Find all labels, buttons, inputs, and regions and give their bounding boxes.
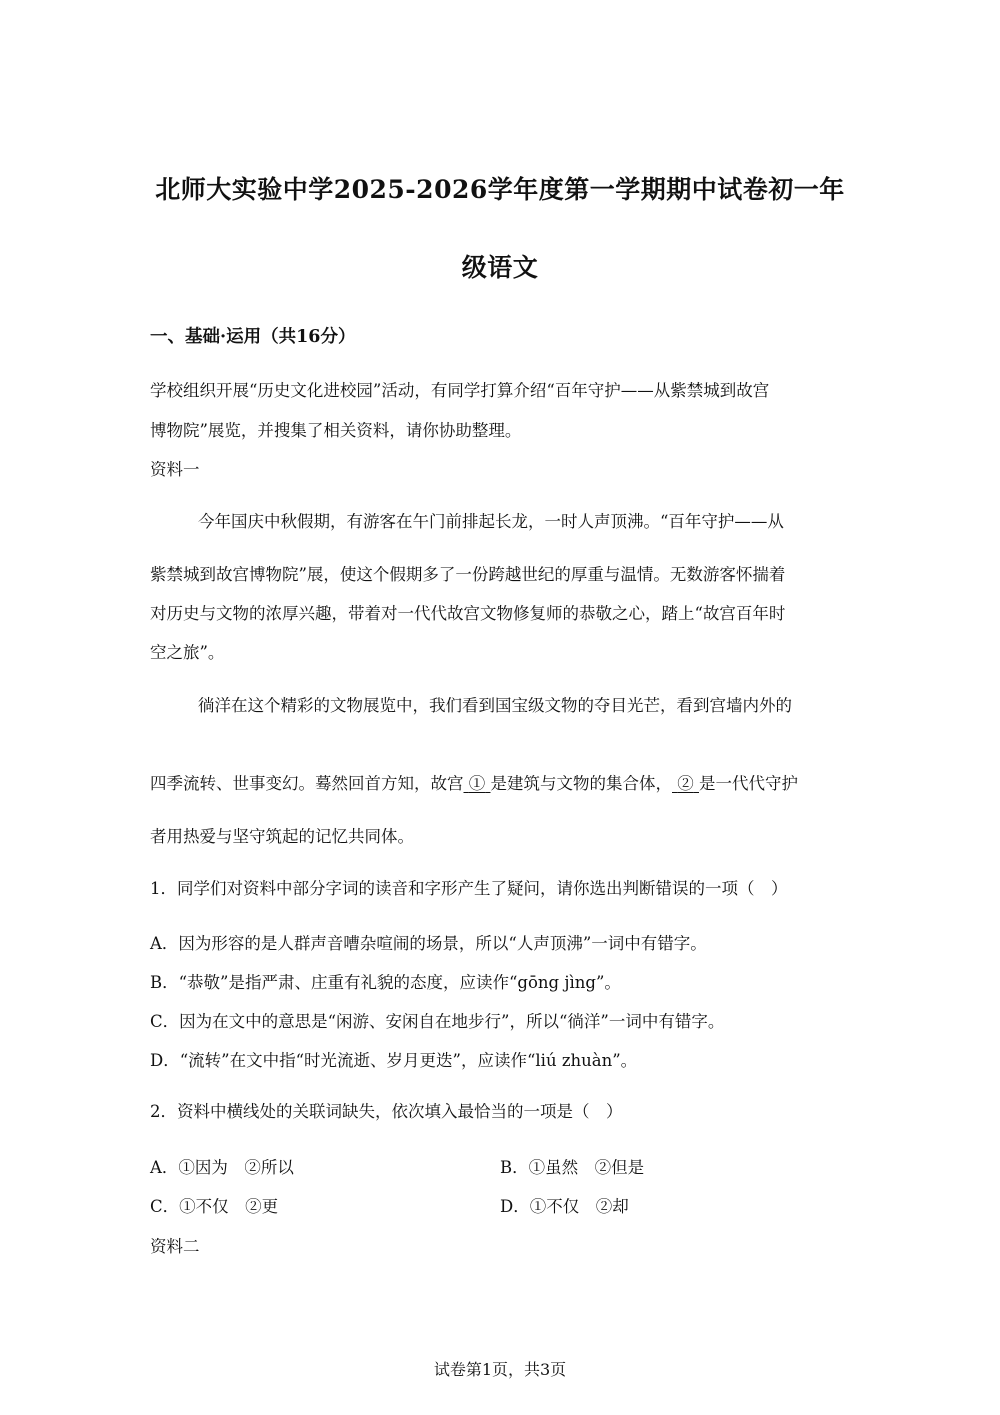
intro-line-2: 博物院”展览，并搜集了相关资料，请你协助整理。 [150, 421, 522, 440]
material1-paragraph2-line2 [150, 770, 798, 794]
blank-2 [672, 774, 699, 793]
question-2-option-c: C．①不仅 ②更 [150, 1197, 279, 1216]
paragraph2-text-a: 四季流转、世事变幻。蓦然回首方知，故宫 [150, 774, 464, 793]
question-2-stem: 2．资料中横线处的关联词缺失，依次填入最恰当的一项是（ ） [150, 1102, 623, 1121]
question-1-option-c: C．因为在文中的意思是“闲游、安闲自在地步行”，所以“徜洋”一词中有错字。 [150, 1012, 725, 1031]
material-label-2: 资料二 [150, 1237, 200, 1256]
material1-paragraph1-line2: 紫禁城到故宫博物院”展，使这个假期多了一份跨越世纪的厚重与温情。无数游客怀揣着 [150, 565, 786, 584]
question-2-option-a: A．①因为 ②所以 [150, 1158, 294, 1177]
blank-1-number: ① [468, 774, 486, 793]
blank-2-number: ② [677, 774, 694, 793]
blank-1 [464, 774, 491, 793]
material-label-1: 资料一 [150, 460, 200, 479]
section-heading: 一、基础·运用（共16分） [150, 327, 356, 347]
material1-paragraph2-line3: 者用热爱与坚守筑起的记忆共同体。 [150, 827, 414, 846]
material1-paragraph1-line1: 今年国庆中秋假期，有游客在午门前排起长龙，一时人声顶沸。“百年守护——从 [198, 512, 784, 531]
material1-paragraph2-line1: 徜洋在这个精彩的文物展览中，我们看到国宝级文物的夺目光芒，看到宫墙内外的 [198, 696, 792, 715]
question-1-option-d: D．“流转”在文中指“时光流逝、岁月更迭”，应读作“liú zhuàn”。 [150, 1051, 638, 1070]
paragraph2-text-b: 是建筑与文物的集合体， [490, 774, 672, 793]
question-1-option-b: B．“恭敬”是指严肃、庄重有礼貌的态度，应读作“gōng jìng”。 [150, 973, 621, 992]
question-1-option-a: A．因为形容的是人群声音嘈杂喧闹的场景，所以“人声顶沸”一词中有错字。 [150, 934, 707, 953]
page-footer: 试卷第1页，共3页 [433, 1360, 567, 1379]
page-title-line-2: 级语文 [461, 253, 539, 282]
material1-paragraph1-line4: 空之旅”。 [150, 643, 225, 662]
page-title-line-1: 北师大实验中学2025-2026学年度第一学期期中试卷初一年 [155, 175, 845, 204]
paragraph2-text-c: 是一代代守护 [699, 774, 798, 793]
intro-line-1: 学校组织开展“历史文化进校园”活动，有同学打算介绍“百年守护——从紫禁城到故宫 [150, 381, 770, 400]
question-1-stem: 1．同学们对资料中部分字词的读音和字形产生了疑问，请你选出判断错误的一项（ ） [150, 879, 788, 898]
question-2-option-d: D．①不仅 ②却 [500, 1197, 629, 1216]
material1-paragraph1-line3: 对历史与文物的浓厚兴趣，带着对一代代故宫文物修复师的恭敬之心，踏上“故宫百年时 [150, 604, 786, 623]
question-2-option-b: B．①虽然 ②但是 [500, 1158, 645, 1177]
